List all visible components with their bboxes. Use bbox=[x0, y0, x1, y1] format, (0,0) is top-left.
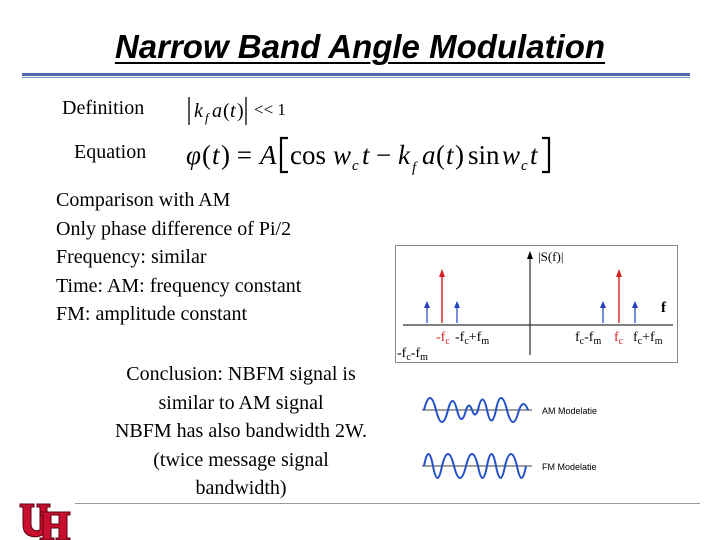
svg-text:(: ( bbox=[202, 140, 211, 170]
conclusion-text bbox=[82, 360, 400, 503]
fm-wave-label: FM Modelatie bbox=[542, 462, 597, 472]
conclusion-line: Conclusion: NBFM signal is bbox=[126, 363, 356, 385]
svg-text:−: − bbox=[376, 140, 392, 170]
title-rule bbox=[22, 73, 690, 76]
svg-text:w: w bbox=[502, 140, 521, 170]
svg-text:f: f bbox=[412, 160, 417, 176]
modulation-waveforms bbox=[420, 388, 620, 493]
svg-text:fc-fm: $f_c-f_m$ bbox=[575, 330, 602, 347]
bullet-list bbox=[56, 186, 301, 329]
spectrum-axis-label: |S(f)| bbox=[538, 249, 564, 264]
svg-text:w: w bbox=[333, 140, 352, 170]
definition-label: Definition bbox=[62, 97, 145, 119]
svg-text:k: k bbox=[194, 100, 203, 122]
svg-text:k: k bbox=[398, 140, 410, 170]
svg-text:φ: φ bbox=[186, 140, 201, 170]
definition-formula bbox=[186, 93, 306, 129]
conclusion-line: bandwidth) bbox=[195, 477, 287, 499]
bullet-item: FM: amplitude constant bbox=[56, 303, 248, 325]
svg-text:t: t bbox=[446, 140, 454, 170]
equation-formula bbox=[184, 132, 556, 178]
svg-text:t: t bbox=[362, 140, 370, 170]
svg-text:a: a bbox=[212, 100, 222, 122]
svg-text:a: a bbox=[422, 140, 436, 170]
bullet-item: Frequency: similar bbox=[56, 246, 207, 268]
footer-rule bbox=[75, 503, 700, 504]
svg-text:f: f bbox=[205, 110, 209, 125]
title-rule-thin bbox=[22, 77, 690, 78]
conclusion-line: similar to AM signal bbox=[158, 391, 324, 414]
svg-text:-fc+fm: $-f_c+f_m$ bbox=[455, 330, 490, 347]
spectrum-f-label: f bbox=[661, 300, 666, 316]
spectrum-diagram bbox=[395, 245, 678, 363]
svg-text:(: ( bbox=[223, 100, 230, 122]
svg-text:fc+fm: $f_c+f_m$ bbox=[633, 330, 663, 347]
equation-label: Equation bbox=[74, 141, 147, 163]
university-logo bbox=[18, 502, 72, 540]
svg-text:t: t bbox=[530, 140, 538, 170]
conclusion-line: NBFM has also bandwidth 2W. bbox=[114, 420, 368, 442]
bullet-item: Time: AM: frequency constant bbox=[56, 274, 302, 297]
svg-text:sin: sin bbox=[468, 140, 500, 170]
am-wave-label: AM Modelatie bbox=[542, 406, 598, 416]
svg-text:A: A bbox=[260, 140, 277, 170]
svg-text:c: c bbox=[352, 158, 359, 174]
svg-text:-fc-fm: $-f_c-f_m$ bbox=[397, 346, 428, 363]
svg-text:cos: cos bbox=[290, 140, 326, 170]
svg-text:): ) bbox=[455, 140, 464, 170]
svg-text:c: c bbox=[521, 158, 528, 174]
svg-text:) =: ) = bbox=[221, 140, 252, 170]
svg-text:): ) bbox=[237, 100, 244, 122]
svg-text:(: ( bbox=[436, 140, 445, 170]
bullet-item: Comparison with AM bbox=[56, 189, 231, 211]
svg-text:<< 1: << 1 bbox=[254, 100, 286, 119]
bullet-item: Only phase difference of Pi/2 bbox=[56, 217, 292, 240]
svg-text:fc: $f_c$ bbox=[614, 330, 624, 347]
slide-title: Narrow Band Angle Modulation bbox=[114, 28, 606, 65]
svg-text:t: t bbox=[212, 140, 220, 170]
conclusion-line: (twice message signal bbox=[153, 448, 329, 471]
svg-text:-fc: $-f_c$ bbox=[436, 330, 450, 347]
svg-text:t: t bbox=[230, 100, 236, 122]
